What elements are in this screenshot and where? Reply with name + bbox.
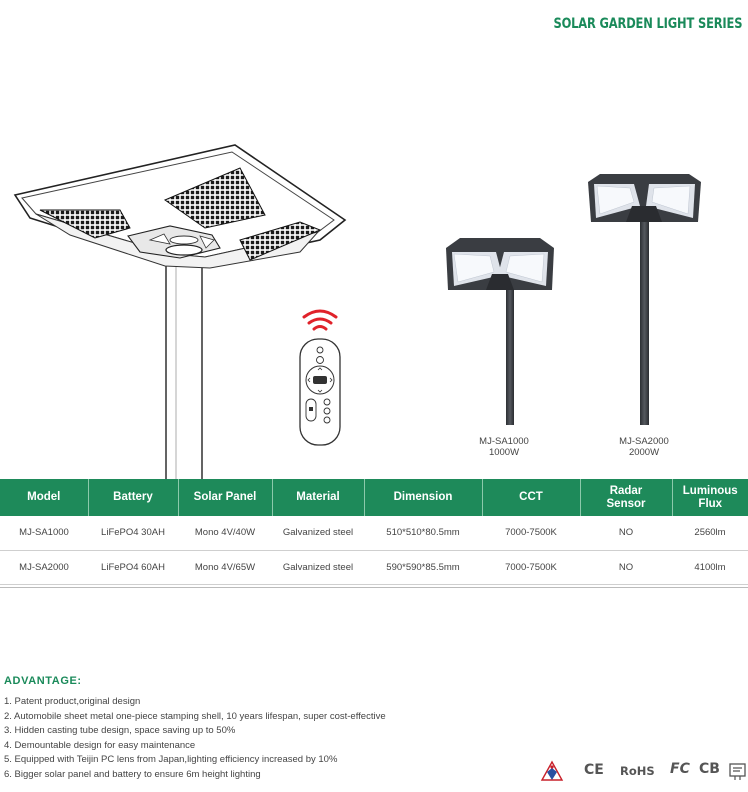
list-item: 3. Hidden casting tube design, space saving up to 50%	[4, 725, 236, 737]
lamp-photo-mj-sa2000	[582, 170, 707, 425]
list-item: 6. Bigger solar panel and battery to ensure 6m height lighting	[4, 768, 261, 780]
table-cell: NO	[580, 516, 672, 550]
table-cell: LiFePO4 60AH	[88, 550, 178, 584]
certification-logos	[538, 758, 748, 784]
ok-icon	[313, 376, 327, 384]
table-header-row	[0, 479, 748, 516]
product-caption-1	[454, 436, 554, 458]
table-header-cell: Radar Sensor	[580, 479, 672, 516]
table-header-cell: CCT	[482, 479, 580, 516]
list-item: 5. Equipped with Teijin PC lens from Japan,lighting efficiency increased by 10%	[4, 754, 338, 766]
cb-logo-icon	[728, 760, 748, 782]
saa-logo-icon	[538, 758, 566, 784]
table-cell: Galvanized steel	[272, 516, 364, 550]
table-cell: Mono 4V/65W	[178, 550, 272, 584]
table-header-cell: Luminous Flux	[672, 479, 748, 516]
table-header-cell: Solar Panel	[178, 479, 272, 516]
table-header-cell: Model	[0, 479, 88, 516]
wifi-signal-icon	[304, 311, 336, 329]
table-cell: 7000-7500K	[482, 550, 580, 584]
remote-control-icon	[292, 305, 348, 450]
advantage-title: ADVANTAGE:	[4, 675, 82, 687]
table-row	[0, 516, 748, 550]
specs-table	[0, 479, 748, 585]
product-model: MJ-SA1000	[479, 436, 529, 447]
series-title: SOLAR GARDEN LIGHT SERIES	[553, 16, 742, 32]
table-cell: 2560lm	[672, 516, 748, 550]
table-cell: MJ-SA2000	[0, 550, 88, 584]
product-model: MJ-SA2000	[619, 436, 669, 447]
table-cell: LiFePO4 30AH	[88, 516, 178, 550]
list-item: 2. Automobile sheet metal one-piece stamping shell, 10 years lifespan, super cost-effective	[4, 710, 386, 722]
ce-mark: CE	[584, 762, 604, 778]
table-cell: 510*510*80.5mm	[364, 516, 482, 550]
table-cell: Mono 4V/40W	[178, 516, 272, 550]
product-caption-2	[594, 436, 694, 458]
cb-mark: CB	[699, 761, 720, 777]
list-item: 1. Patent product,original design	[4, 696, 141, 707]
fc-mark: FC	[670, 761, 690, 777]
advantage-list	[4, 695, 386, 783]
table-cell: Galvanized steel	[272, 550, 364, 584]
table-header-cell: Battery	[88, 479, 178, 516]
lamp-photo-mj-sa1000	[440, 230, 560, 425]
product-power: 2000W	[628, 447, 660, 458]
product-power: 1000W	[488, 447, 520, 458]
table-cell: 7000-7500K	[482, 516, 580, 550]
table-cell: 590*590*85.5mm	[364, 550, 482, 584]
rohs-mark: RoHS	[620, 764, 655, 778]
table-header-cell: Dimension	[364, 479, 482, 516]
table-cell: 4100lm	[672, 550, 748, 584]
table-cell: MJ-SA1000	[0, 516, 88, 550]
table-header-cell: Material	[272, 479, 364, 516]
table-row	[0, 550, 748, 584]
list-item: 4. Demountable design for easy maintenance	[4, 739, 196, 751]
table-bottom-divider	[0, 587, 748, 588]
table-cell: NO	[580, 550, 672, 584]
